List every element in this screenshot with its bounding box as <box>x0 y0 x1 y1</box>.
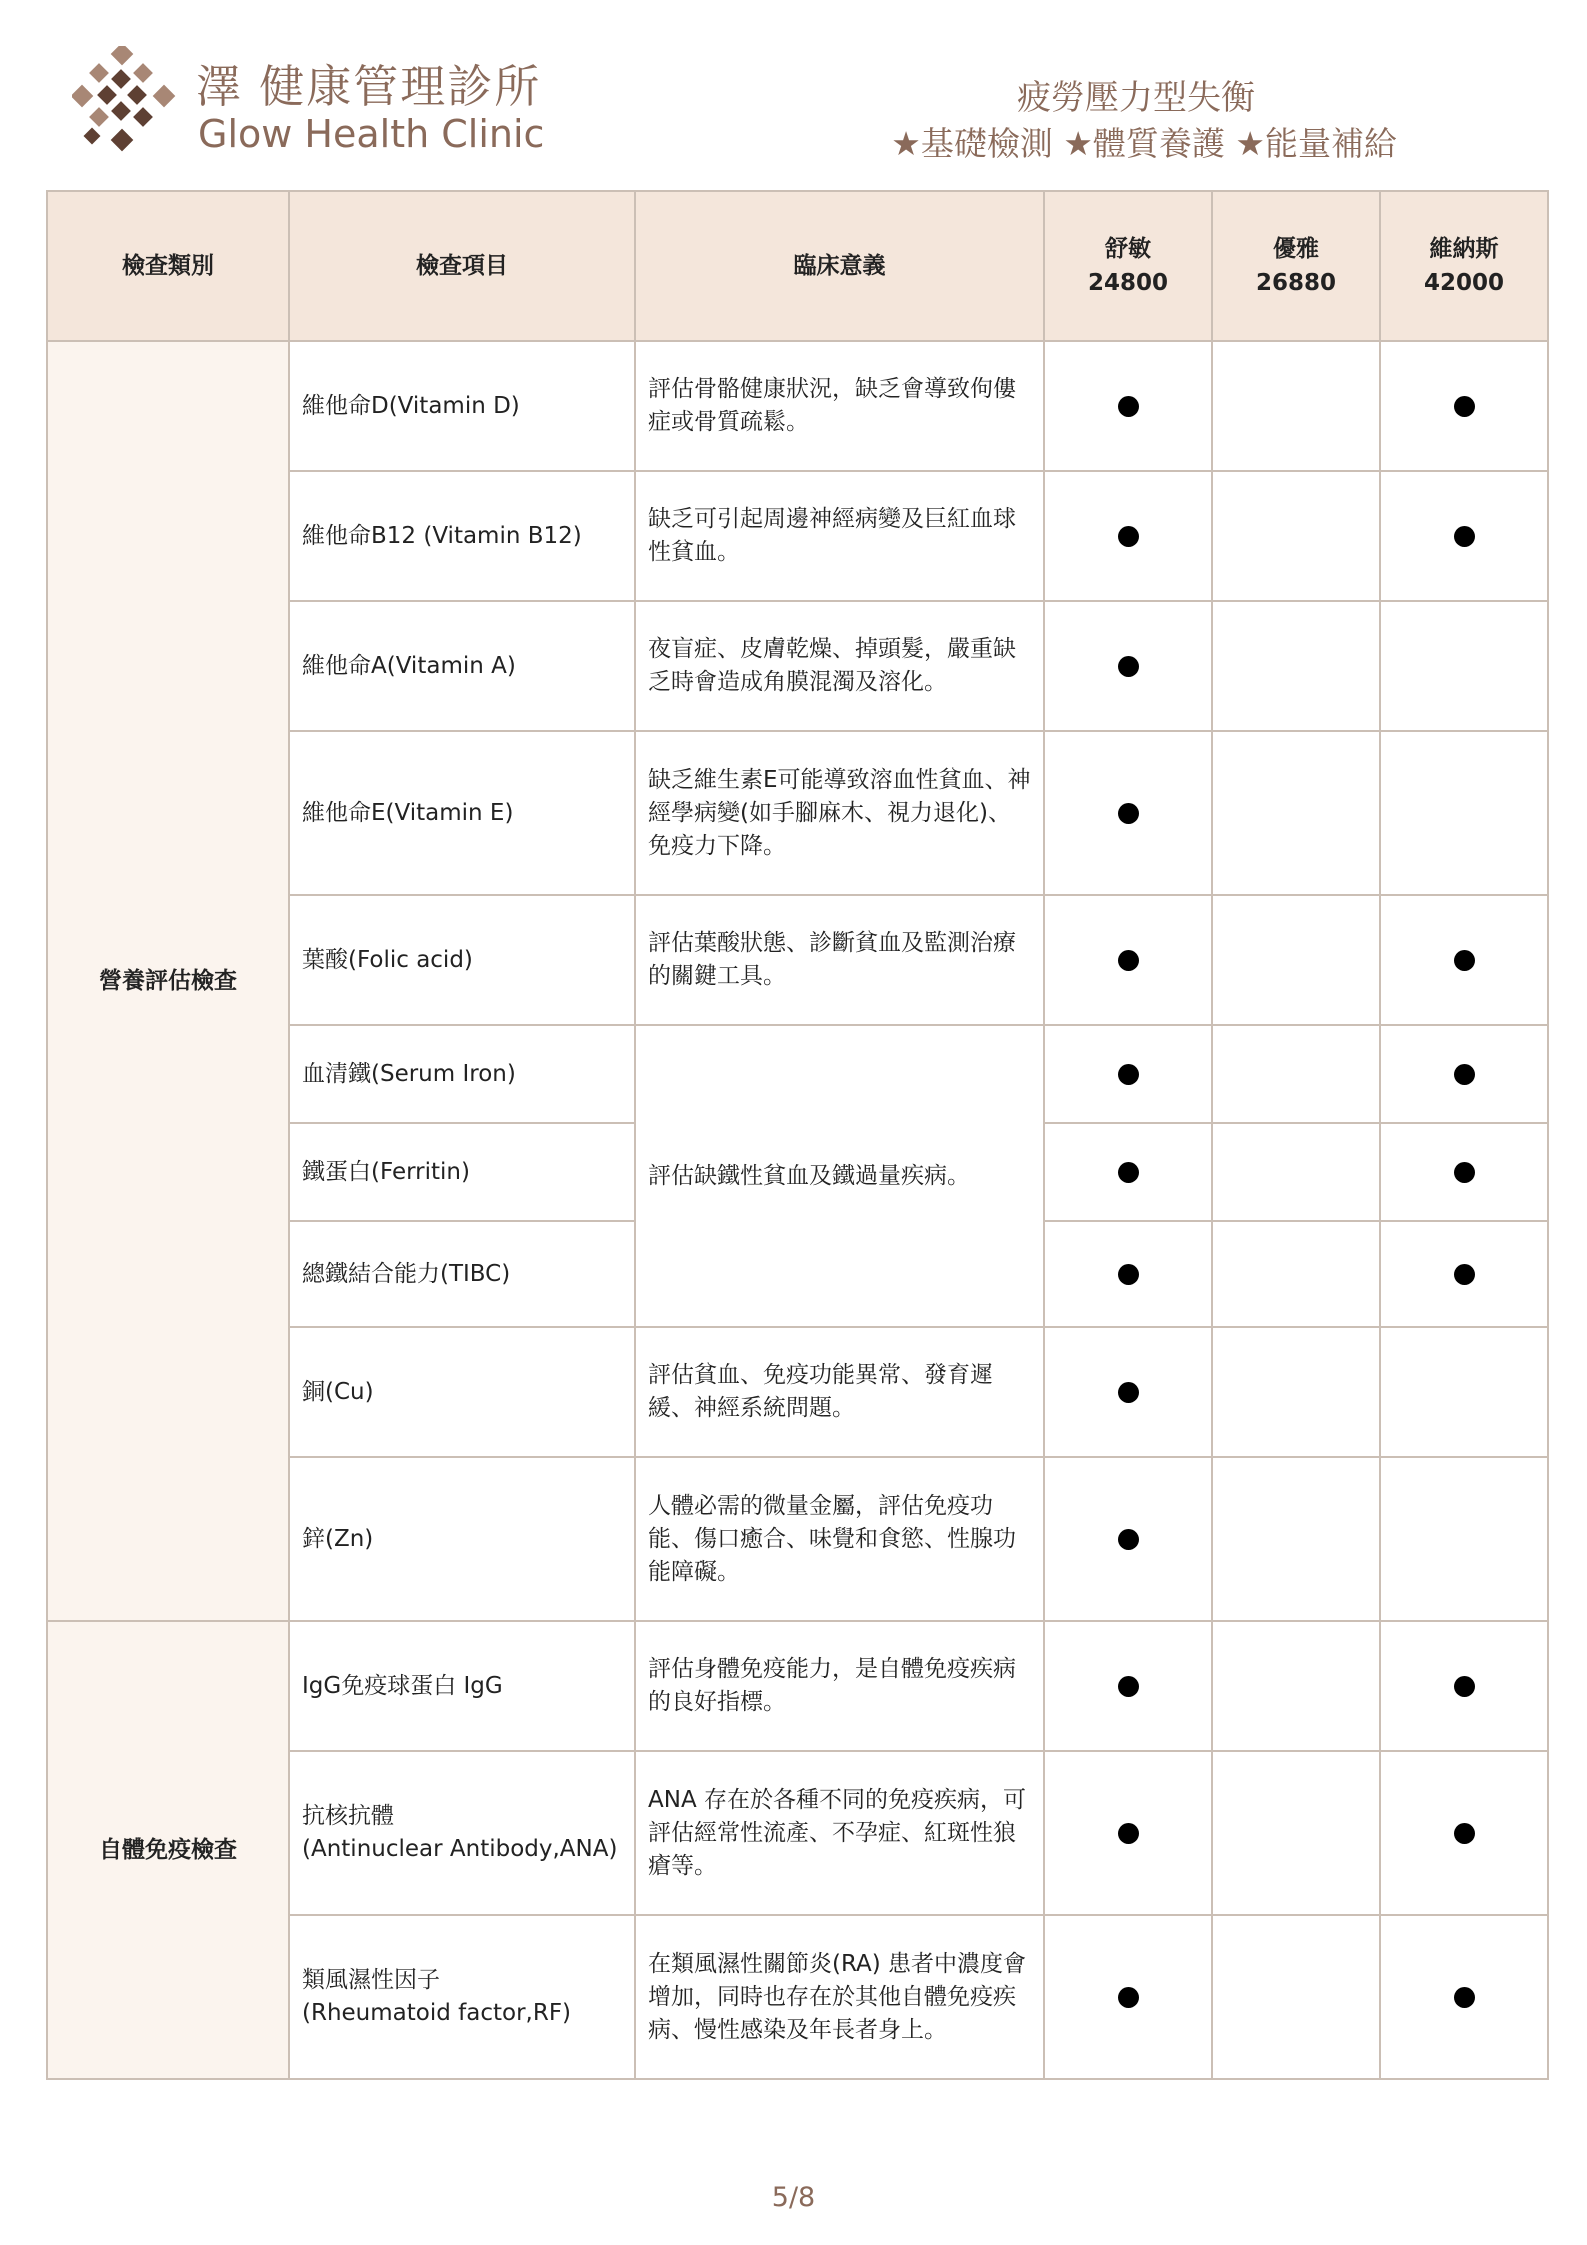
plan-3-cell <box>1380 471 1548 601</box>
plan-2-cell <box>1212 1457 1380 1621</box>
item-cell: IgG免疫球蛋白 IgG <box>289 1621 635 1751</box>
plan-3-cell <box>1380 341 1548 471</box>
included-bullet-icon <box>1454 1987 1475 2008</box>
exam-table <box>46 190 1549 2080</box>
plan-1-cell <box>1044 341 1212 471</box>
meaning-cell: 評估貧血、免疫功能異常、發育遲緩、神經系統問題。 <box>635 1327 1044 1457</box>
included-bullet-icon <box>1118 1823 1139 1844</box>
plan-2-cell <box>1212 1621 1380 1751</box>
included-bullet-icon <box>1454 1676 1475 1697</box>
table-header-row <box>47 191 1548 341</box>
item-name-cn: 抗核抗體 <box>302 1803 394 1829</box>
included-bullet-icon <box>1118 1676 1139 1697</box>
category-autoimmune: 自體免疫檢查 <box>47 1621 289 2079</box>
item-cell: 銅(Cu) <box>289 1327 635 1457</box>
included-bullet-icon <box>1118 1529 1139 1550</box>
included-bullet-icon <box>1118 1064 1139 1085</box>
plan-2-price: 26880 <box>1255 270 1337 296</box>
plan-3-cell <box>1380 1621 1548 1751</box>
plan-1-cell <box>1044 471 1212 601</box>
item-cell: 鐵蛋白(Ferritin) <box>289 1123 635 1221</box>
item-cell: 維他命E(Vitamin E) <box>289 731 635 895</box>
item-cell: 血清鐵(Serum Iron) <box>289 1025 635 1123</box>
included-bullet-icon <box>1454 396 1475 417</box>
clinic-logo-icon <box>72 46 180 162</box>
item-cell: 維他命D(Vitamin D) <box>289 341 635 471</box>
category-nutrition: 營養評估檢查 <box>47 341 289 1621</box>
meaning-cell: 人體必需的微量金屬，評估免疫功能、傷口癒合、味覺和食慾、性腺功能障礙。 <box>635 1457 1044 1621</box>
item-name-cn: 類風濕性因子 <box>302 1967 440 1993</box>
col-header-category: 檢查類別 <box>47 191 289 341</box>
meaning-cell: 夜盲症、皮膚乾燥、掉頭髮，嚴重缺乏時會造成角膜混濁及溶化。 <box>635 601 1044 731</box>
plan-2-cell <box>1212 341 1380 471</box>
table-row <box>47 341 1548 471</box>
plan-3-cell <box>1380 601 1548 731</box>
plan-2-cell <box>1212 1751 1380 1915</box>
col-header-item: 檢查項目 <box>289 191 635 341</box>
item-name-en: (Rheumatoid factor,RF) <box>302 2000 572 2026</box>
plan-1-name: 舒敏 <box>1105 236 1151 262</box>
plan-1-cell <box>1044 1457 1212 1621</box>
package-subtitle: ★基礎檢測 ★體質養護 ★能量補給 <box>891 124 1397 163</box>
plan-3-price: 42000 <box>1423 270 1505 296</box>
plan-2-name: 優雅 <box>1273 236 1319 262</box>
plan-2-cell <box>1212 1327 1380 1457</box>
plan-2-cell <box>1212 601 1380 731</box>
meaning-cell: 評估骨骼健康狀況，缺乏會導致佝僂症或骨質疏鬆。 <box>635 341 1044 471</box>
clinic-name-cn: 澤 健康管理診所 <box>196 60 542 113</box>
included-bullet-icon <box>1454 1264 1475 1285</box>
included-bullet-icon <box>1454 1064 1475 1085</box>
plan-2-cell <box>1212 895 1380 1025</box>
plan-1-cell <box>1044 1123 1212 1221</box>
plan-2-cell <box>1212 1123 1380 1221</box>
plan-2-cell <box>1212 1025 1380 1123</box>
plan-3-cell <box>1380 1915 1548 2079</box>
included-bullet-icon <box>1118 1162 1139 1183</box>
included-bullet-icon <box>1118 950 1139 971</box>
included-bullet-icon <box>1454 950 1475 971</box>
package-title: 疲勞壓力型失衡 <box>1017 78 1255 118</box>
col-header-meaning: 臨床意義 <box>635 191 1044 341</box>
plan-3-name: 維納斯 <box>1429 236 1499 262</box>
included-bullet-icon <box>1118 803 1139 824</box>
plan-3-cell <box>1380 731 1548 895</box>
plan-1-cell <box>1044 1025 1212 1123</box>
item-cell: 維他命B12 (Vitamin B12) <box>289 471 635 601</box>
included-bullet-icon <box>1118 1987 1139 2008</box>
plan-1-cell <box>1044 731 1212 895</box>
meaning-cell: 缺乏維生素E可能導致溶血性貧血、神經學病變(如手腳麻木、視力退化)、免疫力下降。 <box>635 731 1044 895</box>
col-header-plan-2 <box>1212 191 1380 341</box>
included-bullet-icon <box>1454 526 1475 547</box>
item-cell: 維他命A(Vitamin A) <box>289 601 635 731</box>
meaning-cell: ANA 存在於各種不同的免疫疾病，可評估經常性流產、不孕症、紅斑性狼瘡等。 <box>635 1751 1044 1915</box>
item-cell <box>289 1915 635 2079</box>
included-bullet-icon <box>1454 1823 1475 1844</box>
meaning-cell: 評估缺鐵性貧血及鐵過量疾病。 <box>635 1025 1044 1327</box>
meaning-cell: 在類風濕性關節炎(RA) 患者中濃度會增加，同時也存在於其他自體免疫疾病、慢性感染及年長者身上。 <box>635 1915 1044 2079</box>
item-cell: 葉酸(Folic acid) <box>289 895 635 1025</box>
plan-3-cell <box>1380 1751 1548 1915</box>
meaning-cell: 缺乏可引起周邊神經病變及巨紅血球性貧血。 <box>635 471 1044 601</box>
meaning-cell: 評估身體免疫能力，是自體免疫疾病的良好指標。 <box>635 1621 1044 1751</box>
col-header-plan-3 <box>1380 191 1548 341</box>
clinic-name-en: Glow Health Clinic <box>198 112 545 156</box>
plan-3-cell <box>1380 1457 1548 1621</box>
plan-3-cell <box>1380 1123 1548 1221</box>
plan-1-cell <box>1044 1751 1212 1915</box>
included-bullet-icon <box>1454 1162 1475 1183</box>
included-bullet-icon <box>1118 1264 1139 1285</box>
meaning-cell: 評估葉酸狀態、診斷貧血及監測治療的關鍵工具。 <box>635 895 1044 1025</box>
included-bullet-icon <box>1118 526 1139 547</box>
plan-1-cell <box>1044 1915 1212 2079</box>
included-bullet-icon <box>1118 656 1139 677</box>
plan-3-cell <box>1380 1327 1548 1457</box>
included-bullet-icon <box>1118 396 1139 417</box>
plan-1-cell <box>1044 1327 1212 1457</box>
plan-2-cell <box>1212 1915 1380 2079</box>
plan-1-cell <box>1044 895 1212 1025</box>
page-number: 5/8 <box>771 2182 816 2213</box>
plan-1-cell <box>1044 1221 1212 1327</box>
plan-2-cell <box>1212 1221 1380 1327</box>
item-cell: 總鐵結合能力(TIBC) <box>289 1221 635 1327</box>
col-header-plan-1 <box>1044 191 1212 341</box>
plan-3-cell <box>1380 895 1548 1025</box>
plan-2-cell <box>1212 471 1380 601</box>
plan-1-cell <box>1044 601 1212 731</box>
plan-3-cell <box>1380 1221 1548 1327</box>
item-name-en: (Antinuclear Antibody,ANA) <box>302 1836 618 1862</box>
plan-3-cell <box>1380 1025 1548 1123</box>
item-cell: 鋅(Zn) <box>289 1457 635 1621</box>
item-cell <box>289 1751 635 1915</box>
table-row <box>47 1621 1548 1751</box>
plan-1-cell <box>1044 1621 1212 1751</box>
plan-1-price: 24800 <box>1087 270 1169 296</box>
included-bullet-icon <box>1118 1382 1139 1403</box>
plan-2-cell <box>1212 731 1380 895</box>
